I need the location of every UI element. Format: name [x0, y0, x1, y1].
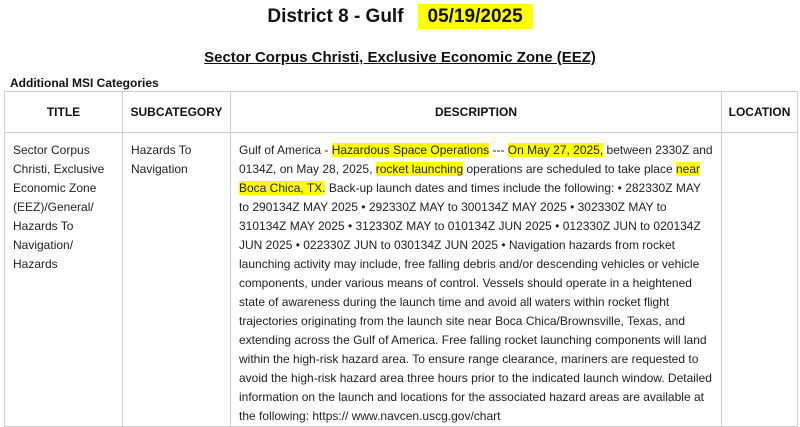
cell-location: [722, 133, 798, 427]
msi-table: [4, 91, 798, 427]
column-header-location: LOCATION: [722, 92, 798, 133]
district-name: District 8 - Gulf: [267, 6, 404, 27]
description-text: between 2330Z and 0134Z, on May 28, 2025,: [239, 143, 713, 176]
description-text: Back-up launch dates and times include the following: • 282330Z MAY to 290134Z MAY 2025 • 292330Z MAY to 300134Z MAY 2025 • 302330Z MAY to 310134Z MAY 2025 • 312330Z MAY to 010134Z JUN 2025 • 012330Z JUN to 020134Z JUN 2025 • 022330Z JUN to 030134Z JUN 2025 • Navigation hazards from rocket launching activity may include, free falling debris and/or descending vehicles or vehicle components, under various means of control. Vessels should operate in a heightened state of awareness during the launch time and avoid all waters within rocket flight trajectories originating from the launch site near Boca Chica/Brownsville, Texas, and extending across the Gulf of America. Free falling rocket launching components will land within the high-risk hazard area. To ensure range clearance, mariners are requested to avoid the high-risk hazard area three hours prior to the indicated launch window. Detailed information on the launch and locations for the associated hazard areas are available at the following: https:// www.navcen.uscg.gov/chart: [239, 181, 712, 423]
cell-description: [231, 133, 722, 427]
table-header-row: [5, 92, 798, 133]
description-highlight: On May 27, 2025,: [507, 143, 604, 157]
description-highlight: rocket launching: [375, 162, 464, 176]
description-highlight: near Boca Chica, TX.: [239, 162, 700, 195]
column-header-subcategory: SUBCATEGORY: [123, 92, 231, 133]
table-row: [5, 133, 798, 427]
district-title: [0, 6, 800, 28]
cell-subcategory: Hazards To Navigation: [123, 133, 231, 427]
description-text: operations are scheduled to take place: [463, 162, 676, 176]
sector-title: Sector Corpus Christi, Exclusive Economic Zone (EEZ): [204, 49, 596, 66]
description-highlight: Hazardous Space Operations: [331, 143, 490, 157]
column-header-title: TITLE: [5, 92, 123, 133]
section-label: Additional MSI Categories: [10, 76, 159, 90]
description-text: ---: [489, 143, 508, 157]
column-header-description: DESCRIPTION: [231, 92, 722, 133]
cell-title: Sector Corpus Christi, Exclusive Economic Zone (EEZ)/General/ Hazards To Navigation/ Hazards: [5, 133, 123, 427]
description-text: Gulf of America -: [239, 143, 332, 157]
broadcast-date: 05/19/2025: [418, 4, 533, 29]
